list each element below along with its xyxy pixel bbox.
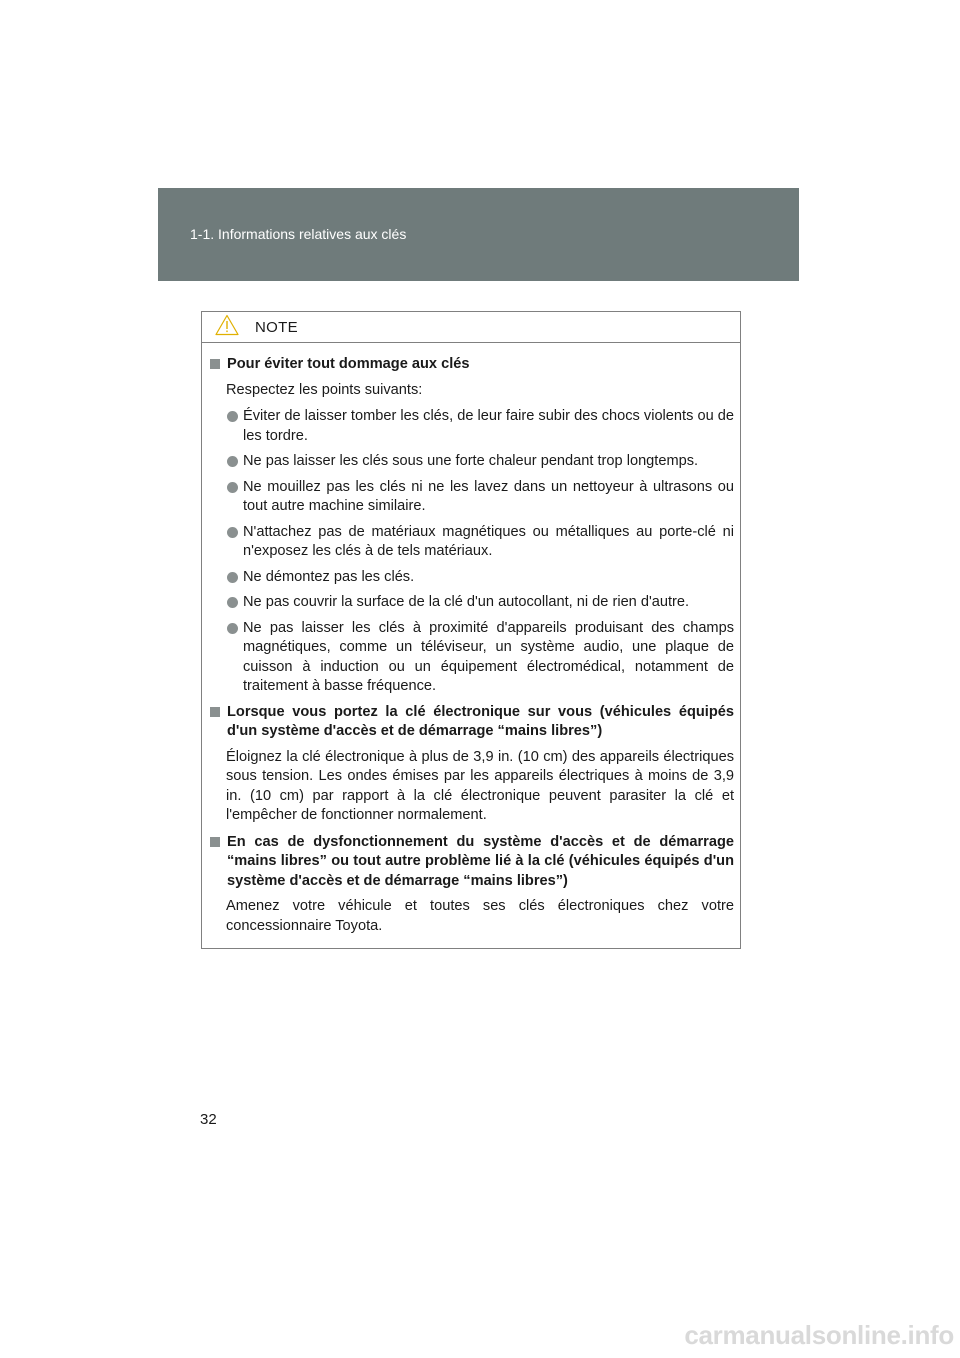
round-bullet-icon	[227, 411, 238, 422]
section-text: Éloignez la clé électronique à plus de 3,9 in. (10 cm) des appareils électriques sous tension. Les ondes émises par les appareils électriques à moins de 3,9 in. (10 cm) par rapport à la clé électronique peuvent parasiter la clé et l'empêcher de fonctionner normalement.	[226, 748, 734, 823]
page-number: 32	[200, 1111, 217, 1128]
round-bullet-icon	[227, 527, 238, 538]
note-body	[202, 343, 740, 936]
round-bullet-icon	[227, 456, 238, 467]
list-item: Ne mouillez pas les clés ni ne les lavez dans un nettoyeur à ultrasons ou tout autre machine similaire.	[209, 478, 734, 517]
note-header	[202, 312, 740, 343]
square-bullet-icon	[210, 707, 220, 717]
watermark: carmanualsonline.info	[684, 1320, 954, 1350]
round-bullet-icon	[227, 597, 238, 608]
section-title: 1-1. Informations relatives aux clés	[190, 226, 407, 242]
list-item: Ne pas couvrir la surface de la clé d'un autocollant, ni de rien d'autre.	[209, 593, 734, 613]
note-box	[201, 311, 741, 949]
section-intro: Respectez les points suivants:	[226, 381, 423, 398]
list-item: Ne pas laisser les clés sous une forte chaleur pendant trop longtemps.	[209, 452, 734, 472]
section-text: Amenez votre véhicule et toutes ses clés électroniques chez votre concessionnaire Toyota.	[226, 898, 734, 934]
square-bullet-icon	[210, 359, 220, 369]
list-item: N'attachez pas de matériaux magnétiques ou métalliques au porte-clé ni n'exposez les clés à de tels matériaux.	[209, 523, 734, 562]
warning-triangle-icon	[215, 314, 239, 336]
section-heading: Lorsque vous portez la clé électronique sur vous (véhicules équipés d'un système d'accès et de démarrage “mains libres”)	[209, 703, 734, 742]
round-bullet-icon	[227, 623, 238, 634]
square-bullet-icon	[210, 837, 220, 847]
list-item: Ne démontez pas les clés.	[209, 568, 734, 588]
note-title: NOTE	[255, 319, 298, 336]
list-item: Ne pas laisser les clés à proximité d'appareils produisant des champs magnétiques, comme un téléviseur, un système audio, une plaque de cuisson à induction ou un équipement électromédical, notamment de traitement à basse fréquence.	[209, 619, 734, 697]
section-heading: En cas de dysfonctionnement du système d'accès et de démarrage “mains libres” ou tout autre problème lié à la clé (véhicules équipés d'un système d'accès et de démarrage “mains libres”)	[209, 833, 734, 892]
header-band	[158, 188, 799, 281]
list-item: Éviter de laisser tomber les clés, de leur faire subir des chocs violents ou de les tordre.	[209, 407, 734, 446]
round-bullet-icon	[227, 572, 238, 583]
round-bullet-icon	[227, 482, 238, 493]
section-heading: Pour éviter tout dommage aux clés	[209, 355, 734, 375]
